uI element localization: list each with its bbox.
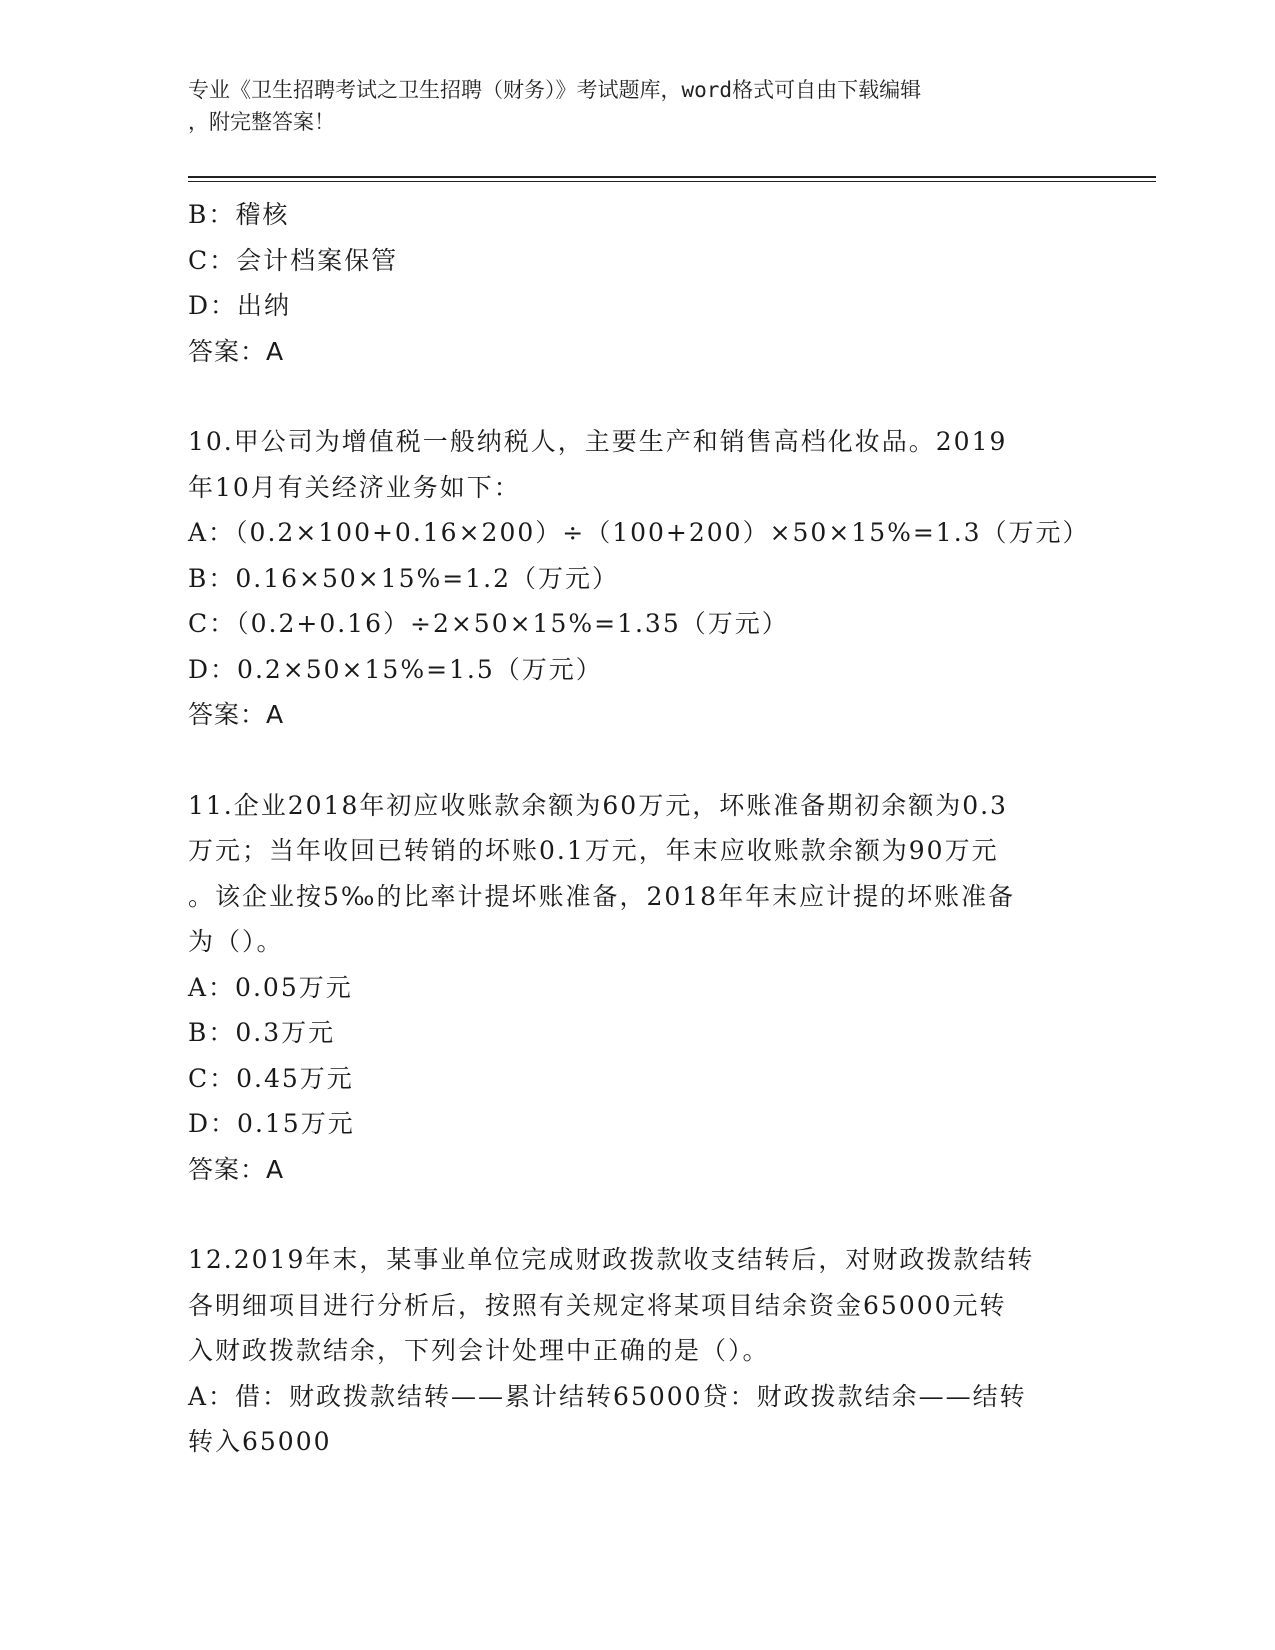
header-line: ，附完整答案！: [188, 110, 335, 134]
header-divider: [188, 176, 1156, 178]
question-block-12: [188, 1237, 1088, 1465]
answer-line: 答案：A: [188, 336, 285, 366]
header-line: 专业《卫生招聘考试之卫生招聘（财务）》考试题库，word格式可自由下载编辑: [188, 78, 922, 102]
option-a: A：0.05万元: [188, 972, 353, 1002]
option-a: A：（0.2×100+0.16×200）÷（100+200）×50×15%=1.3（万元）: [188, 518, 1090, 547]
option-c: C：（0.2+0.16）÷2×50×15%=1.35（万元）: [188, 609, 789, 638]
question-text: 各明细项目进行分析后，按照有关规定将某项目结余资金65000元转: [188, 1290, 1007, 1320]
document-body: [188, 192, 1088, 1465]
option-a-continued: 转入65000: [188, 1427, 332, 1456]
option-b: B：0.3万元: [188, 1018, 336, 1047]
option-b: B：0.16×50×15%=1.2（万元）: [188, 563, 620, 593]
spacer: [188, 738, 1088, 783]
header-divider: [188, 181, 1156, 182]
question-text: 为（）。: [188, 927, 284, 956]
question-text: 万元；当年收回已转销的坏账0.1万元，年末应收账款余额为90万元: [188, 836, 999, 865]
question-text: 年10月有关经济业务如下：: [188, 472, 521, 502]
question-text: 入财政拨款结余，下列会计处理中正确的是（）。: [188, 1336, 770, 1365]
option-a: A：借：财政拨款结转——累计结转65000贷：财政拨款结余——结转: [188, 1381, 1027, 1411]
option-b: B：稽核: [188, 200, 290, 229]
option-d: D：出纳: [188, 291, 292, 320]
question-text: 12.2019年末，某事业单位完成财政拨款收支结转后，对财政拨款结转: [188, 1245, 1035, 1274]
question-block-11: [188, 783, 1088, 1193]
question-text: 10.甲公司为增值税一般纳税人，主要生产和销售高档化妆品。2019: [188, 427, 1008, 456]
option-c: C：0.45万元: [188, 1063, 354, 1093]
question-block-10: [188, 419, 1088, 738]
spacer: [188, 1192, 1088, 1237]
option-d: D：0.15万元: [188, 1109, 355, 1138]
document-header: [188, 74, 1088, 138]
question-text: 。该企业按5‰的比率计提坏账准备，2018年年末应计提的坏账准备: [188, 881, 1016, 911]
option-d: D：0.2×50×15%=1.5（万元）: [188, 654, 603, 684]
question-text: 11.企业2018年初应收账款余额为60万元，坏账准备期初余额为0.3: [188, 790, 1008, 820]
spacer: [188, 374, 1088, 419]
answer-line: 答案：A: [188, 700, 285, 729]
answer-line: 答案：A: [188, 1154, 285, 1184]
option-c: C：会计档案保管: [188, 245, 399, 275]
question-block-prev: [188, 192, 1088, 374]
